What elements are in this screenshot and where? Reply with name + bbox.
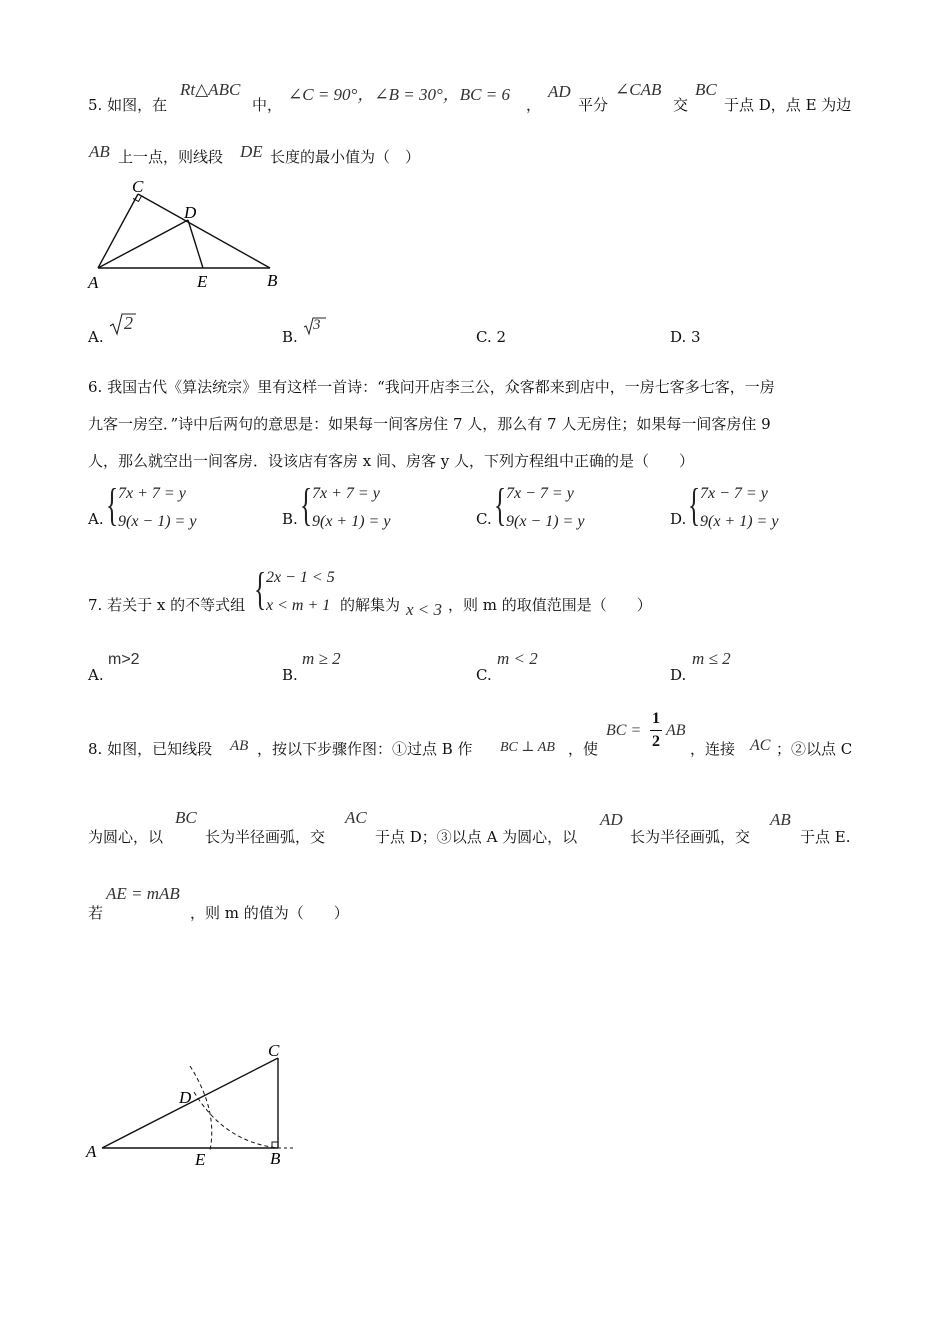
q8-label-d: D: [179, 1088, 192, 1107]
q5-conditions: ∠C = 90°，∠B = 30°，BC = 6: [288, 85, 510, 104]
q8-ruo: 若: [88, 904, 104, 922]
q8-line3-tail: ，则 m 的值为（ ）: [190, 904, 349, 922]
q5-ab: AB: [89, 142, 110, 161]
q6-option-b-eq2: 9(x + 1) = y: [312, 513, 391, 530]
q8-figure: [82, 1036, 312, 1170]
q8-frac-num: 1: [652, 710, 660, 727]
q8-ae-eq: AE = mAB: [106, 884, 180, 903]
q5-line1-tail: 于点 D，点 E 为边: [724, 96, 852, 114]
brace-icon: {: [300, 479, 313, 530]
q8-shi: ，使: [568, 740, 599, 758]
q8-lianjie: ，连接: [690, 740, 736, 758]
q5-de: DE: [240, 142, 263, 161]
q5-label-c: C: [132, 177, 144, 196]
q8-frac-bar: [650, 730, 662, 731]
q8-ac: AC: [750, 737, 771, 754]
q5-label-a: A: [88, 273, 99, 292]
q8-l2-bc: BC: [175, 808, 197, 827]
q5-line2-mid: 上一点，则线段: [118, 148, 224, 166]
q8-label-c: C: [268, 1041, 280, 1060]
q7-option-c-expr: m < 2: [497, 649, 538, 668]
q5-label-b: B: [267, 271, 278, 290]
q8-l2-tail: 于点 E.: [800, 828, 851, 846]
q6-option-b-eq1: 7x + 7 = y: [312, 485, 380, 502]
q5-option-a-radicand: 2: [124, 313, 133, 333]
q5-zhong: 中，: [252, 96, 283, 114]
q6-option-c-eq1: 7x − 7 = y: [506, 485, 574, 502]
q7-option-a-expr: m>2: [108, 651, 140, 668]
q5-jiao: 交: [673, 96, 689, 114]
q6-option-c-label: C.: [476, 510, 492, 528]
q8-label-e: E: [195, 1150, 206, 1169]
q8-label-a: A: [86, 1142, 97, 1161]
q8-l2-mid2: 于点 D；③以点 A 为圆心，以: [375, 828, 578, 846]
q5-option-b-label: B.: [282, 328, 298, 346]
q7-option-a-label: A.: [88, 666, 104, 684]
q5-side-cb: [138, 194, 270, 268]
q5-option-d[interactable]: D. 3: [670, 328, 701, 346]
q5-angle-cab: ∠CAB: [615, 80, 662, 99]
q6-line2: 九客一房空．”诗中后两句的意思是：如果每一间客房住 7 人，那么有 7 人无房住；如果每一间客房住 9: [88, 415, 771, 433]
q7-solution: x < 3: [406, 600, 443, 619]
q6-option-d-eq2: 9(x + 1) = y: [700, 513, 779, 530]
q8-l2-ad: AD: [600, 810, 623, 829]
brace-icon: {: [106, 479, 119, 530]
q8-l2-ab: AB: [770, 810, 791, 829]
q8-l2-mid1: 长为半径画弧，交: [205, 828, 326, 846]
q8-bc-eq: BC =: [606, 722, 642, 739]
q8-l2-ac: AC: [345, 808, 367, 827]
q7-option-c-label: C.: [476, 666, 492, 684]
q7-option-b-label: B.: [282, 666, 298, 684]
q7-option-b-expr: m ≥ 2: [302, 649, 341, 668]
q5-option-b-radicand: 3: [313, 317, 321, 333]
q8-line1-tail: ；②以点 C: [776, 740, 853, 758]
brace-icon: {: [494, 479, 507, 530]
brace-icon: {: [688, 479, 701, 530]
q8-pre: 8. 如图，已知线段: [88, 740, 213, 758]
q6-option-b-label: B.: [282, 510, 298, 528]
q5-number: 5. 如图，在: [88, 96, 168, 114]
sqrt-icon: [108, 312, 138, 336]
q8-l2-mid3: 长为半径画弧，交: [630, 828, 751, 846]
q5-figure: [84, 172, 294, 292]
q6-line1: 6. 我国古代《算法统宗》里有这样一首诗：“我问开店李三公，众客都来到店中，一房七客多七客，一房: [88, 378, 775, 396]
q5-ad: AD: [548, 82, 571, 101]
q8-ab: AB: [230, 738, 249, 754]
q7-inequality-1: 2x − 1 < 5: [266, 569, 335, 586]
q5-option-c[interactable]: C. 2: [476, 328, 507, 346]
q7-option-d-expr: m ≤ 2: [692, 649, 731, 668]
q8-mid: ，按以下步骤作图：①过点 B 作: [257, 740, 473, 758]
q5-rt-triangle: Rt△ABC: [180, 80, 241, 99]
q5-label-d: D: [184, 203, 197, 222]
q7-inequality-2: x < m + 1: [266, 597, 331, 614]
q6-option-d-eq1: 7x − 7 = y: [700, 485, 768, 502]
q5-pingfen: 平分: [578, 96, 609, 114]
q8-perp: BC ⊥ AB: [500, 740, 555, 755]
q5-segment-de: [188, 220, 203, 268]
q8-l2-pre: 为圆心，以: [88, 828, 164, 846]
q8-arc-centered-a: [190, 1066, 212, 1150]
q5-bc: BC: [695, 80, 717, 99]
q8-label-b: B: [270, 1149, 281, 1168]
q5-comma: ，: [526, 96, 542, 114]
q7-mid: 的解集为: [340, 596, 401, 614]
q6-option-a-label: A.: [88, 510, 104, 528]
q5-label-e: E: [197, 272, 208, 291]
q5-option-a-label: A.: [88, 328, 104, 346]
q6-line3: 人，那么就空出一间客房．设该店有客房 x 间、房客 y 人，下列方程组中正确的是（ ）: [88, 452, 695, 470]
q7-option-d-label: D.: [670, 666, 687, 684]
brace-icon: {: [254, 563, 267, 614]
q6-option-a-eq2: 9(x − 1) = y: [118, 513, 197, 530]
q7-tail: ，则 m 的取值范围是（ ）: [448, 596, 652, 614]
q7-pre: 7. 若关于 x 的不等式组: [88, 596, 246, 614]
q5-line2-tail: 长度的最小值为（ ）: [270, 148, 421, 166]
q6-option-a-eq1: 7x + 7 = y: [118, 485, 186, 502]
q6-option-d-label: D.: [670, 510, 687, 528]
q6-option-c-eq2: 9(x − 1) = y: [506, 513, 585, 530]
q8-frac-den: 2: [652, 733, 660, 750]
q8-ab2: AB: [666, 722, 686, 739]
